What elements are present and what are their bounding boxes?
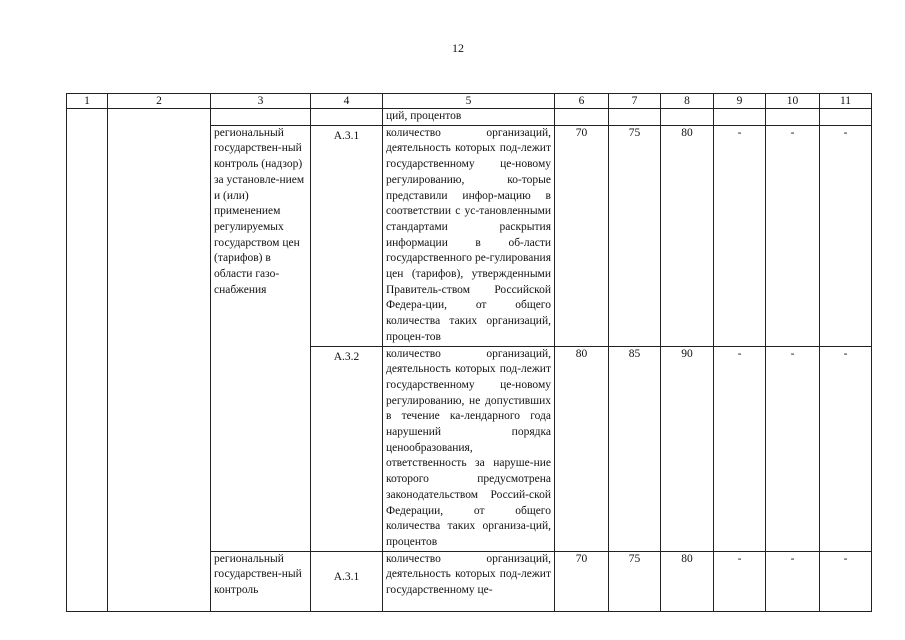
value-col8: 80 [661,125,714,346]
value-col10: - [766,551,820,611]
value-col8: 90 [661,346,714,551]
indicator-description: количество организаций, деятельность которых под-лежит государственному це-новому регулированию, ко-торые представили инфор-мацию в соответствии с ус-тановленными стандартами раскрытия информации в об-ласти государственного ре-гулирования цен (тарифов), утвержденными Правитель-ством Российской Федера-ции, от общего количества таких организаций, процен-тов [383,125,555,346]
value-col10: - [766,125,820,346]
column-header-2: 2 [108,94,211,109]
indicator-description-text: количество организаций, деятельность которых под-лежит государственному це- [386,552,551,597]
column-header-6: 6 [555,94,609,109]
cell-empty [714,109,766,126]
page-number: 12 [452,41,464,55]
value-col8: 80 [661,551,714,611]
value-col7: 85 [609,346,661,551]
column-header-3: 3 [211,94,311,109]
control-type-cell: региональный государствен-ный контроль (надзор) за установле-нием и (или) применением регулируемых государством цен (тарифов) в области газо-снабжения [211,125,311,551]
column-header-1: 1 [67,94,108,109]
indicators-table [66,93,872,612]
value-col11: - [820,346,872,551]
value-col6: 70 [555,551,609,611]
indicator-code: А.3.1 [311,551,383,611]
indicator-description [383,551,555,611]
column-header-9: 9 [714,94,766,109]
indicator-code: А.3.1 [311,125,383,346]
value-col6: 70 [555,125,609,346]
cell-col4-empty [311,109,383,126]
column-header-7: 7 [609,94,661,109]
value-col7: 75 [609,551,661,611]
cell-empty [820,109,872,126]
table-row-continuation [67,109,872,126]
column-header-4: 4 [311,94,383,109]
column-header-10: 10 [766,94,820,109]
cell-empty [555,109,609,126]
value-col6: 80 [555,346,609,551]
cell-col3-empty [211,109,311,126]
value-col11: - [820,551,872,611]
cell-col2 [108,109,211,612]
continued-indicator-text: ций, процентов [383,109,555,126]
control-type-cell [211,551,311,611]
control-type-text: региональный государствен-ный контроль [214,552,302,597]
indicator-code: А.3.2 [311,346,383,551]
table-header-row [67,94,872,109]
cell-empty [609,109,661,126]
cell-col1 [67,109,108,612]
value-col11: - [820,125,872,346]
value-col9: - [714,346,766,551]
cell-empty [661,109,714,126]
value-col9: - [714,551,766,611]
value-col10: - [766,346,820,551]
value-col9: - [714,125,766,346]
column-header-8: 8 [661,94,714,109]
column-header-5: 5 [383,94,555,109]
column-header-11: 11 [820,94,872,109]
indicator-description: количество организаций, деятельность которых под-лежит государственному це-новому регулированию, не допустивших в течение ка-лендарного года нарушений порядка ценообразования, ответственность за наруше-ние которого предусмотрена законодательством Россий-ской Федерации, от общего количества таких организа-ций, процентов [383,346,555,551]
value-col7: 75 [609,125,661,346]
cell-empty [766,109,820,126]
